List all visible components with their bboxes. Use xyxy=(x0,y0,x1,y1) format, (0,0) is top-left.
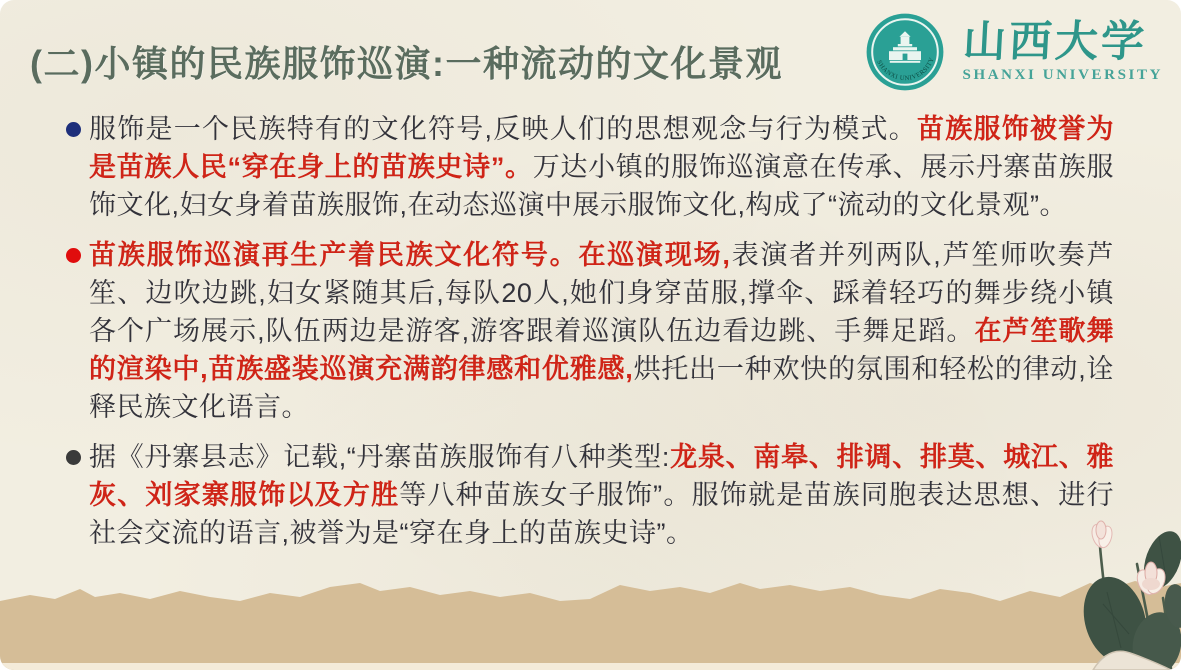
torn-paper-band xyxy=(0,575,1181,670)
text-segment: 烘托出一种欢快的氛围和轻松的律动,诠释民族文化语言。 xyxy=(89,354,1114,422)
bullet-text xyxy=(89,110,1114,224)
bullet-item xyxy=(66,110,1114,224)
text-segment: 服饰是一个民族特有的文化符号,反映人们的思想观念与行为模式。 xyxy=(89,114,917,144)
text-segment: 等八种苗族女子服饰”。服饰就是苗族同胞表达思想、进行社会交流的语言,被誉为是“穿在身上的苗族史诗”。 xyxy=(89,480,1114,548)
text-segment: 表演者并列两队,芦笙师吹奏芦笙、边吹边跳,妇女紧随其后,每队20人,她们身穿苗服,撑伞、踩着轻巧的舞步绕小镇各个广场展示,队伍两边是游客,游客跟着巡演队伍边看边跳、手舞足蹈。 xyxy=(89,240,1114,346)
bullet-list xyxy=(66,110,1114,564)
university-seal-icon xyxy=(865,12,945,92)
bullet-item xyxy=(66,438,1114,552)
logo-wordmark xyxy=(961,18,1163,83)
text-segment: 苗族服饰巡演再生产着民族文化符号。在巡演现场, xyxy=(89,240,731,270)
bullet-text xyxy=(89,236,1114,426)
bullet-text xyxy=(89,438,1114,552)
text-segment: 苗族服饰被誉为是苗族人民“穿在身上的苗族史诗”。 xyxy=(89,114,1114,182)
bullet-marker xyxy=(66,248,81,263)
text-segment: 龙泉、南皋、排调、排莫、城江、雅灰、刘家寨服饰以及方胜 xyxy=(89,442,1114,510)
page-title: (二)小镇的民族服饰巡演:一种流动的文化景观 xyxy=(30,43,783,84)
bullet-marker xyxy=(66,122,81,137)
torn-edge-shape xyxy=(0,581,1181,670)
logo-cn-name: 山西大学 xyxy=(961,18,1148,66)
university-logo xyxy=(865,12,1163,92)
bullet-item xyxy=(66,236,1114,426)
text-segment: 据《丹寨县志》记载,“丹寨苗族服饰有八种类型: xyxy=(89,442,670,472)
text-segment: 在芦笙歌舞的渲染中,苗族盛装巡演充满韵律感和优雅感, xyxy=(89,316,1114,384)
bottom-edge-strip xyxy=(0,663,1181,670)
logo-en-name: SHANXI UNIVERSITY xyxy=(962,67,1163,83)
seal-bottom-text: SHANXI UNIVERSITY xyxy=(874,56,936,83)
bullet-marker xyxy=(66,450,81,465)
text-segment: 万达小镇的服饰巡演意在传承、展示丹寨苗族服饰文化,妇女身着苗族服饰,在动态巡演中展示服饰文化,构成了“流动的文化景观”。 xyxy=(89,152,1115,220)
